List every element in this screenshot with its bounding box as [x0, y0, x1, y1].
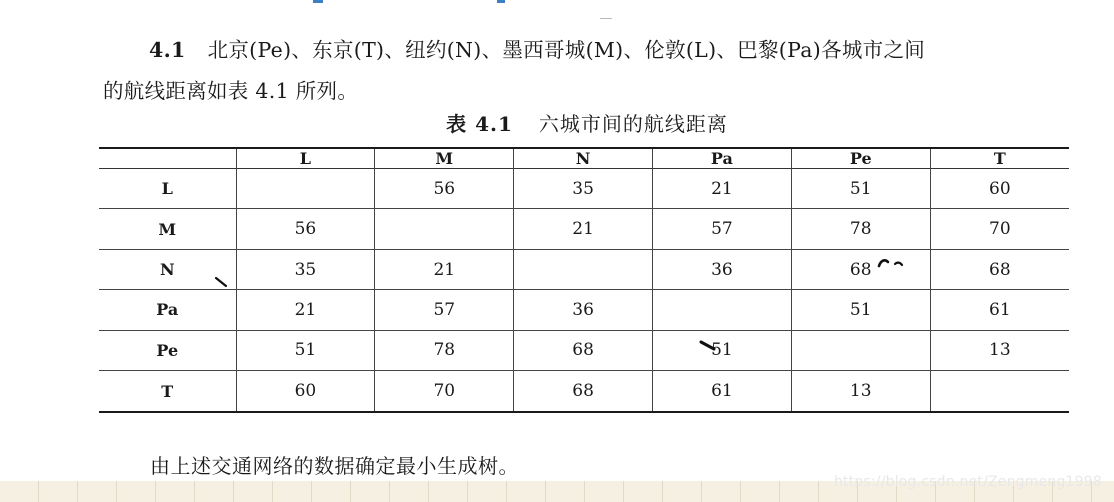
- table-cell: 21: [375, 249, 514, 289]
- distance-table: [99, 147, 1069, 413]
- table-row: [99, 169, 1069, 209]
- table-caption-number: 表 4.1: [446, 112, 513, 136]
- table-cell: 61: [653, 371, 792, 412]
- table-cell: [791, 330, 930, 370]
- table-header-row: [99, 148, 1069, 169]
- blue-mark: [497, 0, 505, 3]
- table-cell: [375, 209, 514, 249]
- table-cell: 35: [236, 249, 375, 289]
- column-header: T: [930, 148, 1069, 169]
- table-cell: 70: [930, 209, 1069, 249]
- table-cell: 57: [375, 290, 514, 330]
- table-cell: 51: [236, 330, 375, 370]
- watermark-text: https://blog.csdn.net/Zengmeng1998: [833, 474, 1102, 490]
- row-header: L: [161, 179, 173, 199]
- table-cell: [653, 290, 792, 330]
- problem-number: 4.1: [149, 38, 186, 62]
- table-cell: 51: [653, 330, 792, 370]
- table-cell: [236, 169, 375, 209]
- problem-statement: [103, 30, 1083, 112]
- problem-text-line2: 的航线距离如表 4.1 所列。: [103, 79, 359, 103]
- table-cell: 51: [791, 290, 930, 330]
- table-cell: 68: [791, 249, 930, 289]
- table-cell: 61: [930, 290, 1069, 330]
- table-cell: 13: [791, 371, 930, 412]
- table-cell: 78: [375, 330, 514, 370]
- top-edge-marks: [0, 0, 1114, 12]
- table-row: [99, 290, 1069, 330]
- table-cell: 13: [930, 330, 1069, 370]
- table-caption-title: 六城市间的航线距离: [538, 112, 728, 136]
- table-caption: [0, 108, 1114, 137]
- row-header: N: [159, 260, 175, 280]
- table-cell: 56: [375, 169, 514, 209]
- table-cell: 60: [236, 371, 375, 412]
- table-row: [99, 249, 1069, 289]
- table-row: [99, 371, 1069, 412]
- faint-mark: [600, 18, 612, 19]
- table-cell: 36: [653, 249, 792, 289]
- pen-mark: [699, 339, 719, 355]
- row-header: T: [161, 381, 174, 401]
- table-cell: [930, 371, 1069, 412]
- table-row: [99, 330, 1069, 370]
- table-cell: 21: [514, 209, 653, 249]
- table-cell: 60: [930, 169, 1069, 209]
- pen-mark: [876, 256, 906, 272]
- table-cell: 21: [236, 290, 375, 330]
- table-cell: 51: [791, 169, 930, 209]
- footer-statement: 由上述交通网络的数据确定最小生成树。: [150, 454, 519, 478]
- table-cell: 78: [791, 209, 930, 249]
- table-cell: 35: [514, 169, 653, 209]
- column-header: Pe: [791, 148, 930, 169]
- table-cell: 21: [653, 169, 792, 209]
- table-cell: 57: [653, 209, 792, 249]
- column-header: Pa: [653, 148, 792, 169]
- column-header: L: [236, 148, 375, 169]
- row-header: M: [158, 219, 177, 239]
- row-header: Pe: [156, 340, 179, 360]
- corner-cell: [99, 148, 236, 169]
- row-header: Pa: [156, 300, 179, 320]
- table-row: [99, 209, 1069, 249]
- column-header: M: [375, 148, 514, 169]
- table-cell: 68: [930, 249, 1069, 289]
- table-cell: 56: [236, 209, 375, 249]
- table-cell: [514, 249, 653, 289]
- table-cell: 68: [514, 330, 653, 370]
- pen-mark: [214, 276, 230, 290]
- column-header: N: [514, 148, 653, 169]
- table-cell: 70: [375, 371, 514, 412]
- table-cell: 36: [514, 290, 653, 330]
- problem-text-line1: 北京(Pe)、东京(T)、纽约(N)、墨西哥城(M)、伦敦(L)、巴黎(Pa)各城市之间: [207, 38, 926, 62]
- table-cell: 68: [514, 371, 653, 412]
- blue-mark: [313, 0, 323, 3]
